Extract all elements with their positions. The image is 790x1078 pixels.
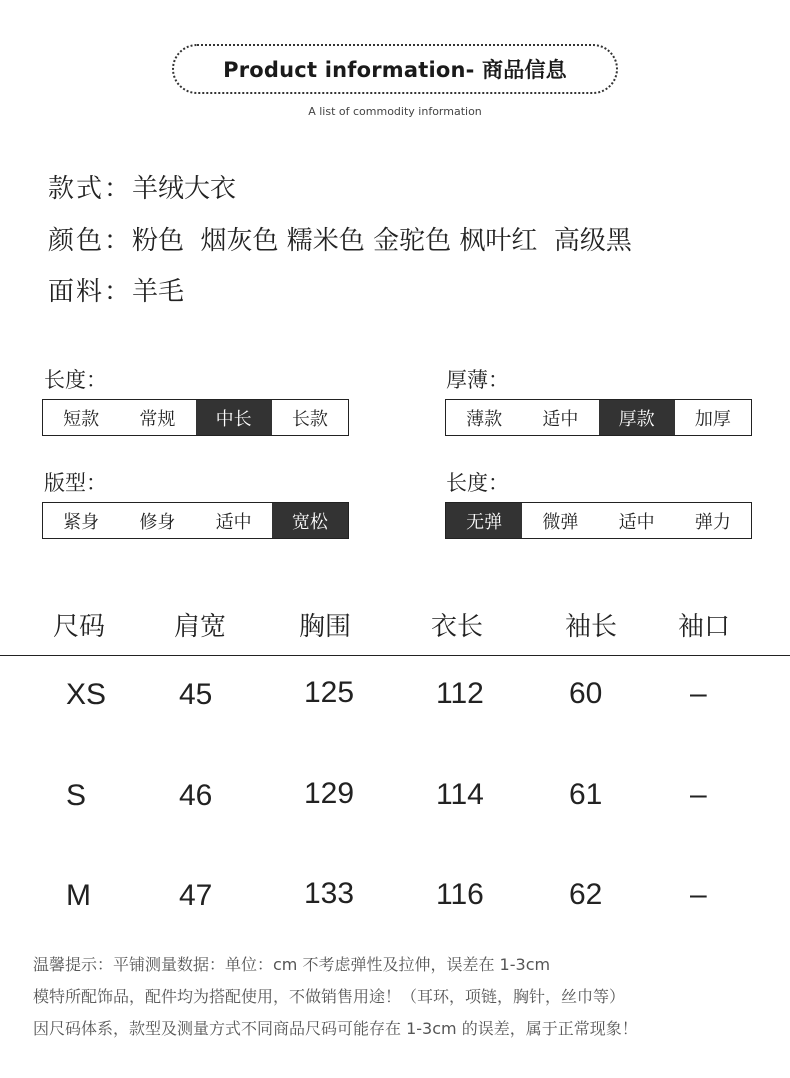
- table-cell: 47: [179, 879, 213, 912]
- spec-fabric: [48, 271, 184, 308]
- table-divider: [0, 655, 790, 656]
- page-subtitle: A list of commodity information: [308, 105, 482, 118]
- table-cell: 112: [436, 677, 484, 710]
- col-header-sleeve: 袖长: [565, 612, 618, 642]
- spec-color-label: 颜色：: [48, 226, 133, 256]
- thickness-option-thick-selected: 厚款: [599, 400, 675, 435]
- fit-option-loose-selected: 宽松: [272, 503, 348, 538]
- table-cell: 46: [179, 779, 213, 812]
- elasticity-option-medium: 适中: [618, 511, 655, 533]
- length-group-label: 长度：: [44, 368, 107, 392]
- fit-options: [42, 502, 349, 539]
- thickness-options: [445, 399, 752, 436]
- thickness-option-medium: 适中: [542, 408, 579, 430]
- table-cell: 116: [436, 878, 484, 911]
- page-title: Product information- 商品信息: [223, 58, 567, 82]
- fit-option-regular: 适中: [215, 511, 252, 533]
- title-frame: [172, 44, 618, 94]
- table-cell: 61: [569, 778, 603, 811]
- table-cell: XS: [66, 678, 107, 711]
- length-option-long: 长款: [291, 408, 328, 430]
- spec-style: [48, 168, 236, 205]
- table-cell: 62: [569, 878, 603, 911]
- table-cell: 129: [304, 777, 355, 810]
- spec-fabric-label: 面料：: [48, 277, 133, 307]
- table-cell: S: [66, 779, 87, 812]
- fit-group-label: 版型：: [44, 471, 107, 495]
- note-size-variance: 因尺码体系，款型及测量方式不同商品尺码可能存在 1-3cm 的误差，属于正常现象！: [33, 1019, 638, 1038]
- col-header-size: 尺码: [53, 612, 106, 642]
- elasticity-option-slight: 微弹: [542, 511, 579, 533]
- table-cell: –: [690, 778, 707, 811]
- spec-fabric-value: 羊毛: [132, 277, 185, 307]
- table-cell: 60: [569, 677, 603, 710]
- elasticity-options: [445, 502, 752, 539]
- col-header-bust: 胸围: [299, 612, 352, 642]
- spec-color-value: 粉色 烟灰色 糯米色 金驼色 枫叶红 高级黑: [132, 226, 632, 256]
- thickness-option-extra-thick: 加厚: [694, 408, 731, 430]
- table-cell: –: [690, 677, 707, 710]
- spec-style-label: 款式：: [48, 174, 133, 204]
- fit-option-slim: 修身: [139, 511, 176, 533]
- length-option-mid-selected: 中长: [196, 400, 272, 435]
- elasticity-option-none-selected: 无弹: [446, 503, 522, 538]
- thickness-option-thin: 薄款: [466, 408, 503, 430]
- fit-option-tight: 紧身: [63, 511, 100, 533]
- spec-color: [48, 220, 632, 257]
- length-option-regular: 常规: [139, 408, 176, 430]
- col-header-cuff: 袖口: [678, 612, 731, 642]
- col-header-shoulder: 肩宽: [174, 612, 227, 642]
- length-option-short: 短款: [63, 408, 100, 430]
- table-cell: 125: [304, 676, 355, 709]
- spec-style-value: 羊绒大衣: [132, 174, 237, 204]
- table-cell: M: [66, 879, 91, 912]
- elasticity-option-stretch: 弹力: [694, 511, 731, 533]
- table-cell: 45: [179, 678, 213, 711]
- table-cell: 114: [436, 778, 484, 811]
- elasticity-group-label: 长度：: [446, 471, 509, 495]
- note-accessories: 模特所配饰品，配件均为搭配使用，不做销售用途！（耳环，项链，胸针，丝巾等）: [33, 987, 626, 1006]
- table-cell: 133: [304, 877, 355, 910]
- table-cell: –: [690, 878, 707, 911]
- thickness-group-label: 厚薄：: [446, 368, 509, 392]
- note-measurement: 温馨提示：平铺测量数据：单位：cm 不考虑弹性及拉伸，误差在 1-3cm: [33, 955, 551, 974]
- col-header-length: 衣长: [431, 612, 484, 642]
- length-options: [42, 399, 349, 436]
